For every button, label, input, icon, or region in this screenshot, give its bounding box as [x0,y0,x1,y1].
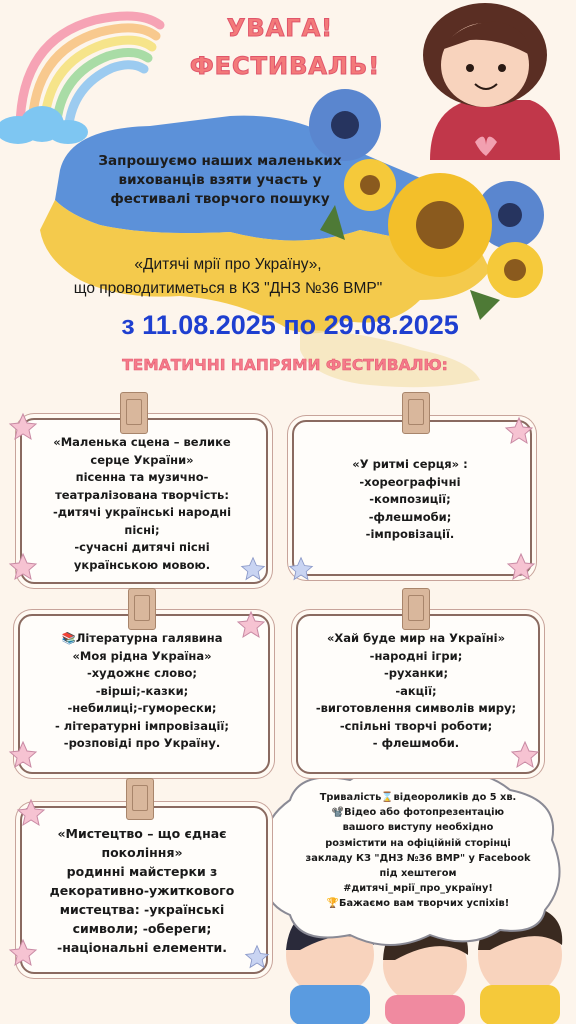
star-icon [288,556,314,582]
star-icon [236,610,266,640]
invitation-text: Запрошуємо наших маленьких вихованців взяти участь у фестивалі творчого пошуку [98,153,342,207]
star-icon [16,798,46,828]
star-icon [8,740,38,770]
star-icon [8,412,38,442]
star-icon [244,944,270,970]
clip-icon [402,588,430,630]
star-icon [240,556,266,582]
clip-icon [120,392,148,434]
star-icon [8,938,38,968]
star-icon [510,740,540,770]
clip-icon [402,392,430,434]
festival-name-line2: що проводитиметься в КЗ "ДНЗ №36 ВМР" [73,280,383,297]
directions-heading: ТЕМАТИЧНІ НАПРЯМИ ФЕСТИВАЛЮ: [122,356,448,374]
star-icon [8,552,38,582]
cloud-info-text: Тривалість⌛відеороликів до 5 хв. 📽️Відео або фотопрезентацію вашого виступу необхідно розмістити на офіційній сторінці закладу КЗ "ДНЗ №36 ВМР" у Facebook під хештегом #дитячі_мрії_про_україну! 🏆Бажаємо вам творчих успіхів! [305,792,531,910]
festival-name-line1: «Дитячі мрії про Україну», [134,256,322,273]
star-icon [504,416,534,446]
girl-heart-icon [423,3,560,160]
clip-icon [126,778,154,820]
title-festival: ФЕСТИВАЛЬ! [189,52,381,80]
festival-dates: з 11.08.2025 по 29.08.2025 [121,310,459,340]
title-attention: УВАГА! [226,14,334,42]
card-peace-ukraine-text: «Хай буде мир на Україні» -народні ігри; -руханки; -акції; -виготовлення символів миру; -спільні творчі роботи; - флешмоби. [315,631,517,750]
card-small-stage-text: «Маленька сцена – велике серце України» пісенна та музично- театралізована творчість: -дитячі українські народні пісні; -сучасні дитячі пісні українською мовою. [52,435,232,572]
clip-icon [128,588,156,630]
card-rhythm-heart-text: «У ритмі серця» : -хореографічні -композиції; -флешмоби; -імпровізації. [352,457,468,541]
card-literary-glade-text: 📚Літературна галявина «Моя рідна Україна» -художнє слово; -вірші;-казки; -небилиці;-гуморески; - літературні імпровізації; -розповіді про Україну. [55,631,229,750]
star-icon [506,552,536,582]
card-art-generations-text: «Мистецтво – що єднає покоління» родинні майстерки з декоративно-ужиткового мистецтва: -українські символи; -обереги; -національні елементи. [49,826,235,955]
